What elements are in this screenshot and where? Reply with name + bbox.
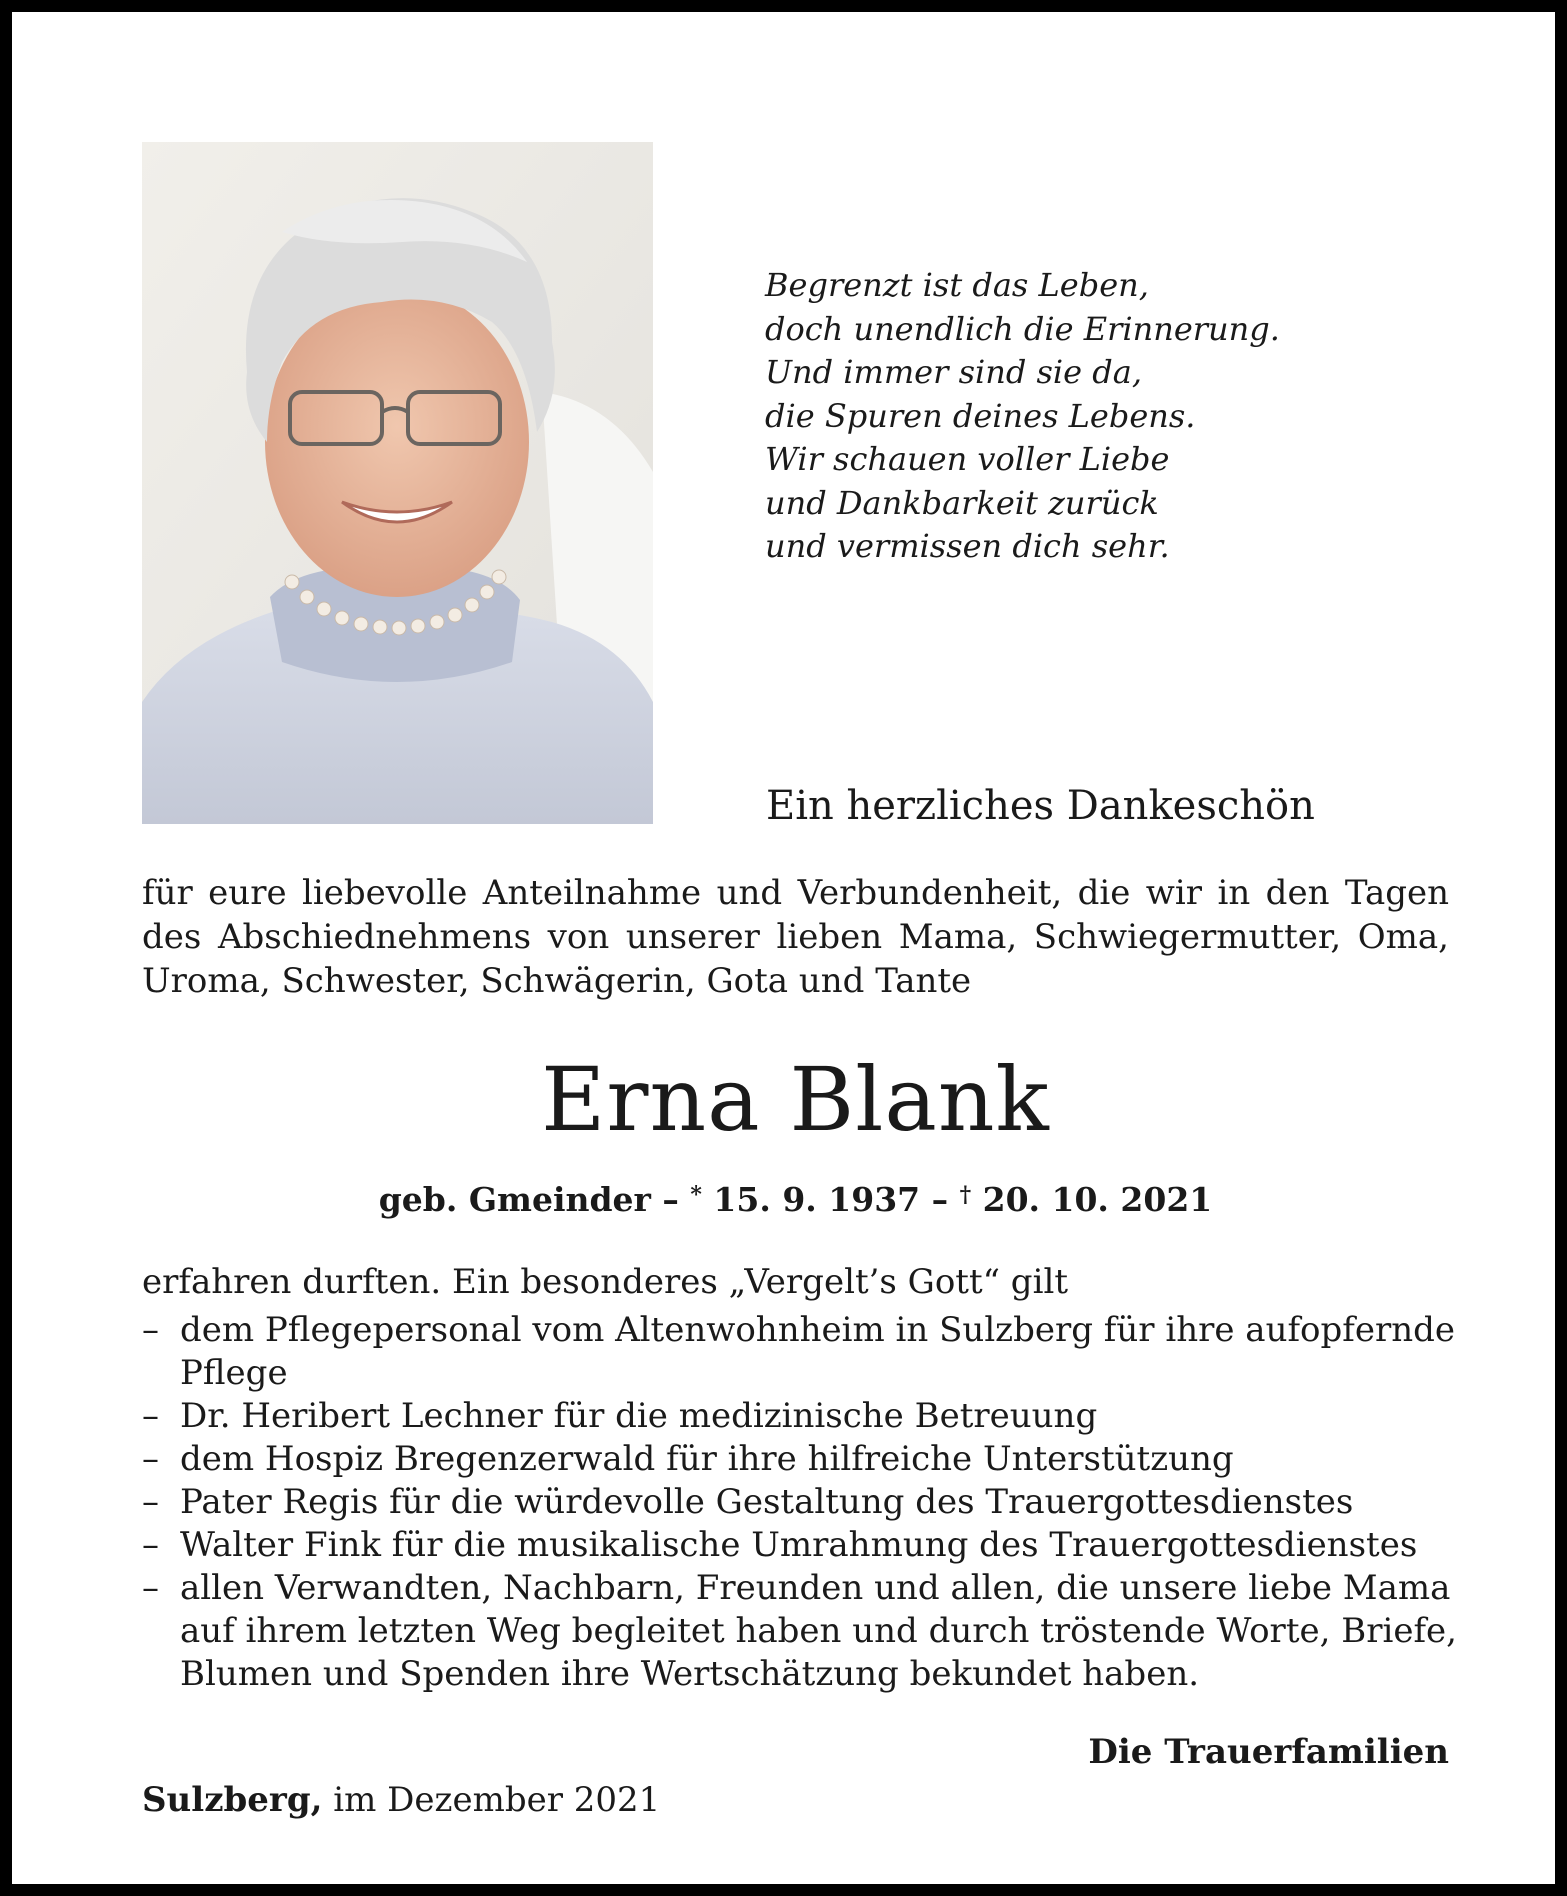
life-dates (142, 1174, 1449, 1221)
list-item-line: Pflege (180, 1353, 288, 1393)
death-date: 20. 10. 2021 (971, 1180, 1213, 1219)
list-item-line: – Dr. Heribert Lechner für die medizinische Betreuung (180, 1396, 1098, 1436)
intro-line: für eure liebevolle Anteilnahme und Verbundenheit, die wir in den Tagen (142, 873, 1449, 913)
portrait-photo (142, 142, 653, 824)
list-item (142, 1309, 1456, 1395)
deceased-name: Erna Blank (541, 1048, 1050, 1151)
list-item-line: – dem Hospiz Bregenzerwald für ihre hilfreiche Unterstützung (180, 1439, 1234, 1479)
poem-line: die Spuren deines Lebens. (765, 396, 1196, 435)
thanks-heading: Ein herzliches Dankeschön (766, 783, 1315, 829)
poem-line: Begrenzt ist das Leben, (765, 266, 1149, 304)
poem-line: doch unendlich die Erinnerung. (765, 309, 1280, 348)
portrait-image (142, 142, 653, 824)
list-item-line: – Walter Fink für die musikalische Umrahmung des Trauergottesdienstes (180, 1525, 1418, 1565)
birth-date: 15. 9. 1937 (701, 1180, 921, 1219)
memorial-poem (765, 264, 1465, 569)
signoff: Die Trauerfamilien (1088, 1732, 1449, 1772)
intro-paragraph (142, 871, 1449, 1003)
location-date-line (142, 1778, 660, 1822)
poem-line: und Dankbarkeit zurück (765, 483, 1159, 522)
followup-text: erfahren durften. Ein besonderes „Vergelt’s Gott“ gilt (142, 1262, 1068, 1302)
list-item-line: – dem Pflegepersonal vom Altenwohnheim in Sulzberg für ihre aufopfernde (180, 1310, 1456, 1350)
poem-line: Wir schauen voller Liebe (765, 440, 1170, 478)
dash-separator: – (920, 1180, 960, 1219)
poem-line: Und immer sind sie da, (765, 353, 1142, 391)
birth-star-icon: * (690, 1182, 702, 1208)
thanks-list (142, 1309, 1457, 1696)
location-date: im Dezember 2021 (322, 1780, 661, 1820)
intro-line: Uroma, Schwester, Schwägerin, Gota und Tante (142, 961, 972, 1001)
list-item (142, 1481, 1449, 1524)
dash-separator: – (650, 1180, 691, 1219)
death-cross-icon: † (959, 1182, 972, 1208)
intro-line: des Abschiednehmens von unserer lieben Mama, Schwiegermutter, Oma, (142, 917, 1449, 957)
list-item (142, 1567, 1457, 1696)
location-place: Sulzberg, (142, 1780, 323, 1820)
list-item-line: auf ihrem letzten Weg begleitet haben und durch tröstende Worte, Briefe, (180, 1611, 1457, 1651)
list-item-line: – allen Verwandten, Nachbarn, Freunden und allen, die unsere liebe Mama (180, 1568, 1451, 1608)
list-item-line: – Pater Regis für die würdevolle Gestaltung des Trauergottesdienstes (180, 1482, 1354, 1522)
list-item-line: Blumen und Spenden ihre Wertschätzung bekundet haben. (180, 1654, 1200, 1694)
poem-line: und vermissen dich sehr. (765, 527, 1170, 565)
list-item (142, 1438, 1449, 1481)
list-item (142, 1524, 1449, 1567)
list-item (142, 1395, 1449, 1438)
maiden-name: geb. Gmeinder (378, 1180, 651, 1219)
